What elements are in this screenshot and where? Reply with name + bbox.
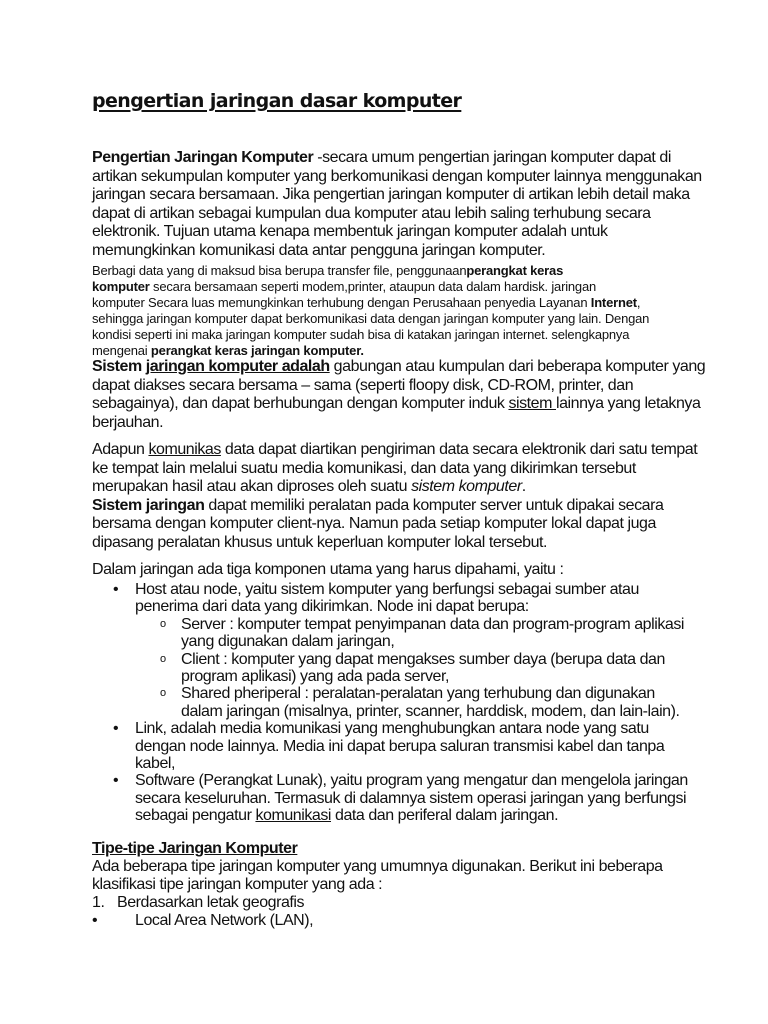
list-item-line <box>92 772 728 789</box>
list-item-line <box>92 807 728 824</box>
list-item-line <box>92 581 728 598</box>
text-run: Server : komputer tempat penyimpanan data dan program-program aplikasi <box>181 615 684 633</box>
list-item-line <box>92 755 728 772</box>
list-item-line <box>92 738 728 755</box>
bullet-icon: o <box>160 687 166 700</box>
bullet-icon: o <box>160 617 166 630</box>
paragraph <box>92 358 728 432</box>
text-line <box>92 460 728 479</box>
underlined-term: Tipe-tipe Jaringan Komputer <box>92 840 298 857</box>
text-run: berjauhan. <box>92 413 164 431</box>
text-run: Dalam jaringan ada tiga komponen utama yang harus dipahami, yaitu : <box>92 561 564 578</box>
text-run: sistem komputer <box>411 478 522 496</box>
bold-term: perangkat keras jaringan komputer. <box>150 343 364 358</box>
list-item-line <box>92 651 728 668</box>
list-item-line <box>92 720 728 737</box>
list-item-line <box>92 790 728 807</box>
text-run: dipasang peralatan khusus untuk keperluan komputer lokal tersebut. <box>92 533 548 551</box>
text-line <box>92 497 728 516</box>
list-block <box>92 581 728 824</box>
bullet-icon: • <box>113 581 119 598</box>
text-line <box>92 515 728 534</box>
list-item-line <box>92 616 728 633</box>
text-run: Client : komputer yang dapat mengakses sumber daya (berupa data dan <box>181 650 665 668</box>
bold-term: Sistem <box>92 358 146 375</box>
text-run: mengenai <box>92 343 151 358</box>
list-item-line <box>92 894 728 912</box>
text-run: sebagainya), dan dapat berhubungan dengan komputer induk <box>92 395 509 413</box>
bullet-icon: • <box>92 912 98 929</box>
bold-term: Internet <box>590 295 637 310</box>
paragraph <box>92 840 728 930</box>
text-run: Local Area Network (LAN), <box>135 912 314 929</box>
text-run: komputer Secara luas memungkinkan terhubung dengan Perusahaan penyedia Layanan <box>92 295 591 310</box>
list-item-line <box>92 598 728 615</box>
text-run: Link, adalah media komunikasi yang menghubungkan antara node yang satu <box>135 720 649 738</box>
text-run: -secara umum pengertian jaringan komputer dapat di <box>313 149 671 166</box>
text-line <box>92 242 728 261</box>
paragraph <box>92 149 728 261</box>
text-run: kabel, <box>135 754 175 772</box>
bold-term: Sistem jaringan <box>92 496 205 514</box>
text-run: lainnya yang letaknya <box>556 395 701 413</box>
underlined-term: jaringan komputer adalah <box>145 358 330 375</box>
text-run: gabungan atau kumpulan dari beberapa komputer yang <box>329 358 706 375</box>
text-run: dapat diakses secara bersama – sama (seperti floopy disk, CD-ROM, printer, dan <box>92 376 634 394</box>
bullet-icon: • <box>113 720 119 738</box>
bold-term: Pengertian Jaringan Komputer <box>92 149 314 166</box>
paragraph <box>92 561 728 580</box>
text-run: dapat memiliki peralatan pada komputer server untuk dipakai secara <box>204 496 664 514</box>
bold-term: komputer <box>92 279 150 294</box>
text-run: kondisi seperti ini maka jaringan komputer sudah bisa di katakan jaringan internet. selengkapnya <box>92 327 630 342</box>
text-run: Berdasarkan letak geografis <box>117 894 305 911</box>
text-run: memungkinkan komunikasi data antar pengguna jaringan komputer. <box>92 241 546 259</box>
text-run: elektronik. Tujuan utama kenapa membentuk jaringan komputer adalah untuk <box>92 223 608 241</box>
text-line <box>92 311 728 327</box>
text-run: sebagai pengatur <box>135 807 256 825</box>
text-run: jaringan secara bersamaan. Jika pengertian jaringan komputer di artikan lebih detail maka <box>92 186 690 204</box>
bullet-icon: o <box>160 652 166 665</box>
underlined-term: komunikasi <box>255 807 331 825</box>
text-run: dapat di artikan sebagai kumpulan dua komputer atau lebih saling terhubung secara <box>92 204 651 222</box>
text-line <box>92 327 728 343</box>
text-line <box>92 223 728 242</box>
list-number: 1. <box>92 894 105 911</box>
text-line <box>92 358 728 377</box>
text-run: penerima dari data yang dikirimkan. Node ini dapat berupa: <box>135 598 529 616</box>
text-line <box>92 168 728 187</box>
text-run: Adapun <box>92 441 149 458</box>
paragraph <box>92 263 728 359</box>
text-run: data dan periferal dalam jaringan. <box>331 807 559 825</box>
text-run: artikan sekumpulan komputer yang berkomunikasi dengan komputer lainnya menggunakan <box>92 167 702 185</box>
text-line <box>92 876 728 894</box>
text-run: merupakan hasil atau akan diproses oleh suatu <box>92 478 412 496</box>
bold-term: perangkat keras <box>466 263 564 278</box>
text-run: dalam jaringan (misalnya, printer, scanner, harddisk, modem, dan lain-lain). <box>181 702 680 720</box>
text-line <box>92 840 728 858</box>
text-line <box>92 414 728 433</box>
document-title: pengertian jaringan dasar komputer <box>92 90 462 112</box>
text-line <box>92 343 728 359</box>
list-item-line <box>92 685 728 702</box>
text-line <box>92 295 728 311</box>
underlined-term: komunikas <box>148 441 221 458</box>
list-item-line <box>92 912 728 930</box>
text-run: Software (Perangkat Lunak), yaitu program yang mengatur dan mengelola jaringan <box>135 772 688 790</box>
text-line <box>92 263 728 279</box>
text-run: klasifikasi tipe jaringan komputer yang ada : <box>92 876 383 893</box>
text-run: dengan node lainnya. Media ini dapat berupa saluran transmisi kabel dan tanpa <box>135 737 665 755</box>
list-item-line <box>92 668 728 685</box>
text-run: Berbagi data yang di maksud bisa berupa transfer file, penggunaan <box>92 263 467 278</box>
text-line <box>92 441 728 460</box>
text-line <box>92 186 728 205</box>
text-run: sehingga jaringan komputer dapat berkomunikasi data dengan jaringan komputer yang lain. Dengan <box>92 311 650 326</box>
text-run: secara bersamaan seperti modem,printer, ataupun data dalam hardisk. jaringan <box>149 279 597 294</box>
bullet-icon: • <box>113 772 119 790</box>
list-item-line <box>92 703 728 720</box>
text-line <box>92 395 728 414</box>
text-line <box>92 561 728 580</box>
text-line <box>92 149 728 168</box>
text-run: ke tempat lain melalui suatu media komunikasi, dan data yang dikirimkan tersebut <box>92 459 636 477</box>
text-run: Ada beberapa tipe jaringan komputer yang umumnya digunakan. Berikut ini beberapa <box>92 858 663 875</box>
paragraph <box>92 441 728 553</box>
text-run: Host atau node, yaitu sistem komputer yang berfungsi sebagai sumber atau <box>135 581 639 598</box>
text-run: program aplikasi) yang ada pada server, <box>181 667 449 685</box>
list-item-line <box>92 633 728 650</box>
text-line <box>92 534 728 553</box>
text-line <box>92 858 728 876</box>
text-line <box>92 279 728 295</box>
text-run: secara keseluruhan. Termasuk di dalamnya sistem operasi jaringan yang berfungsi <box>135 789 687 807</box>
text-run: bersama dengan komputer client-nya. Namun pada setiap komputer lokal dapat juga <box>92 515 656 533</box>
text-run: data dapat diartikan pengiriman data secara elektronik dari satu tempat <box>220 441 698 458</box>
text-line <box>92 205 728 224</box>
text-run: Shared pheriperal : peralatan-peralatan yang terhubung dan digunakan <box>181 685 655 703</box>
text-line <box>92 478 728 497</box>
underlined-term: sistem <box>508 395 556 413</box>
text-run: , <box>636 295 641 310</box>
text-run: yang digunakan dalam jaringan, <box>181 633 395 651</box>
text-line <box>92 377 728 396</box>
text-run: . <box>521 478 526 496</box>
